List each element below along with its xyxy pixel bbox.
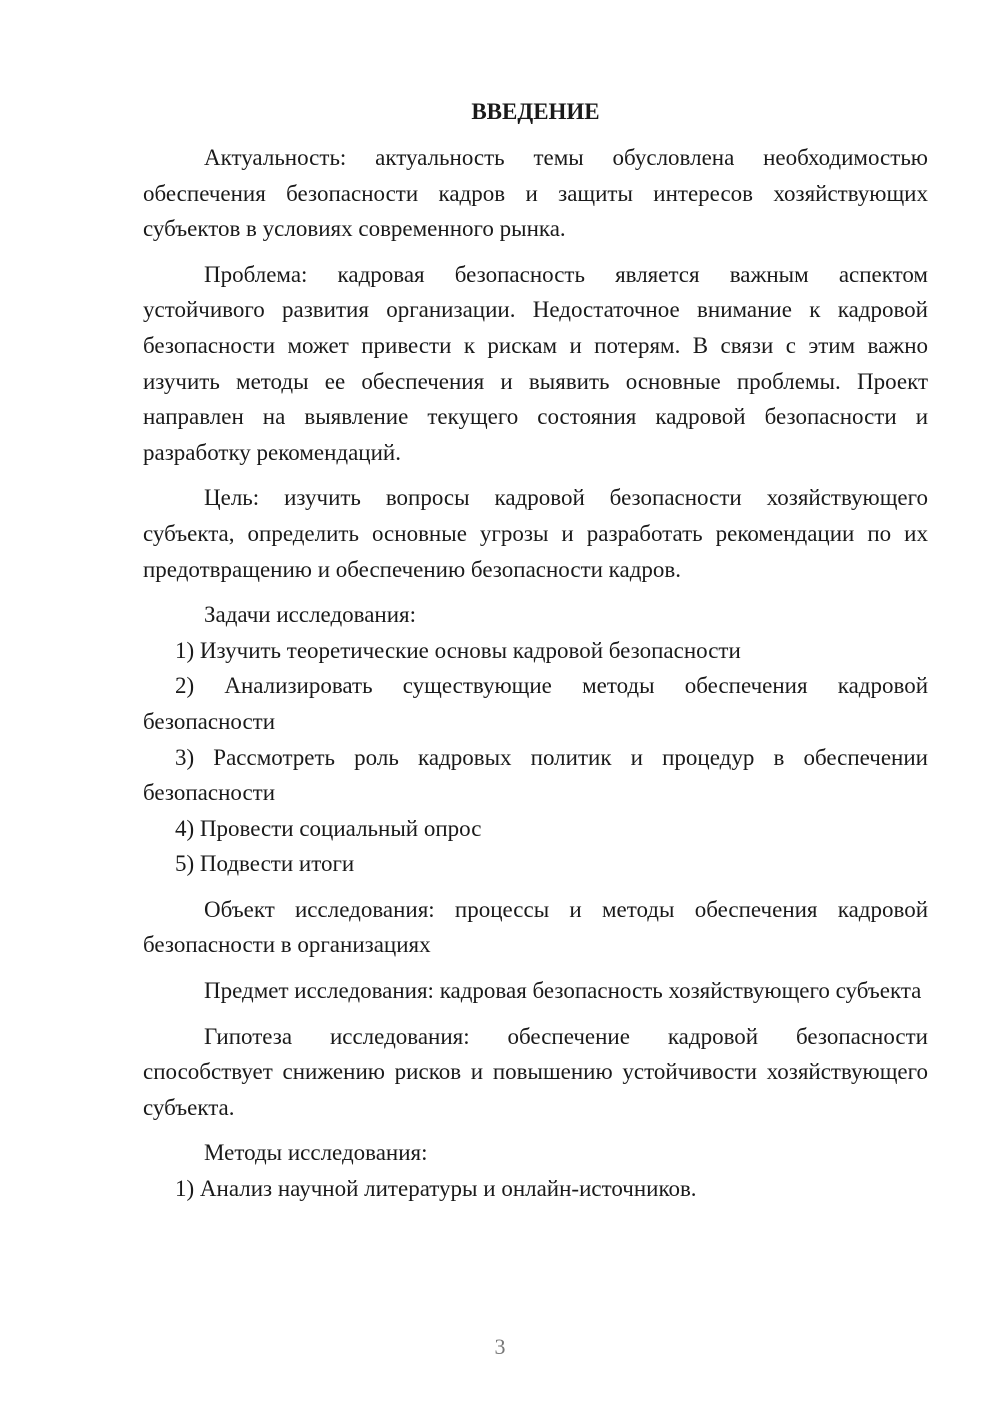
methods-heading: Методы исследования: [204, 1140, 428, 1166]
tasks-heading: Задачи исследования: [204, 602, 417, 628]
task-item-4: 4) Провести социальный опрос [175, 815, 482, 841]
paragraph-object: Объект исследования: процессы и методы обеспечения кадровой безопасности в организациях [143, 896, 928, 958]
task-item-5: 5) Подвести итоги [175, 851, 355, 877]
method-item-1: 1) Анализ научной литературы и онлайн-источников. [175, 1176, 697, 1202]
task-item-3: 3) Рассмотреть роль кадровых политик и процедур в обеспечении безопасности [143, 744, 928, 806]
page-number: 3 [494, 1334, 506, 1359]
paragraph-goal: Цель: изучить вопросы кадровой безопасности хозяйствующего субъекта, определить основные угрозы и разработать рекомендации по их предотвращению и обеспечению безопасности кадров. [143, 485, 928, 582]
task-item-2: 2) Анализировать существующие методы обеспечения кадровой безопасности [143, 673, 928, 734]
paragraph-problem: Проблема: кадровая безопасность является важным аспектом устойчивого развития организации. Недостаточное внимание к кадровой безопасности может привести к рискам и потерям. В связи с этим важно изучить методы ее обеспечения и выявить основные проблемы. Проект направлен на выявление текущего состояния кадровой безопасности и разработку рекомендаций. [143, 261, 928, 465]
paragraph-subject: Предмет исследования: кадровая безопасность хозяйствующего субъекта [204, 978, 922, 1004]
task-item-1: 1) Изучить теоретические основы кадровой безопасности [175, 637, 741, 663]
paragraph-hypothesis: Гипотеза исследования: обеспечение кадровой безопасности способствует снижению рисков и повышению устойчивости хозяйствующего субъекта. [143, 1023, 928, 1120]
paragraph-relevance: Актуальность: актуальность темы обусловлена необходимостью обеспечения безопасности кадров и защиты интересов хозяйствующих субъектов в условиях современного рынка. [143, 145, 928, 242]
document-page [143, 95, 928, 1207]
document-title: ВВЕДЕНИЕ [471, 99, 600, 124]
